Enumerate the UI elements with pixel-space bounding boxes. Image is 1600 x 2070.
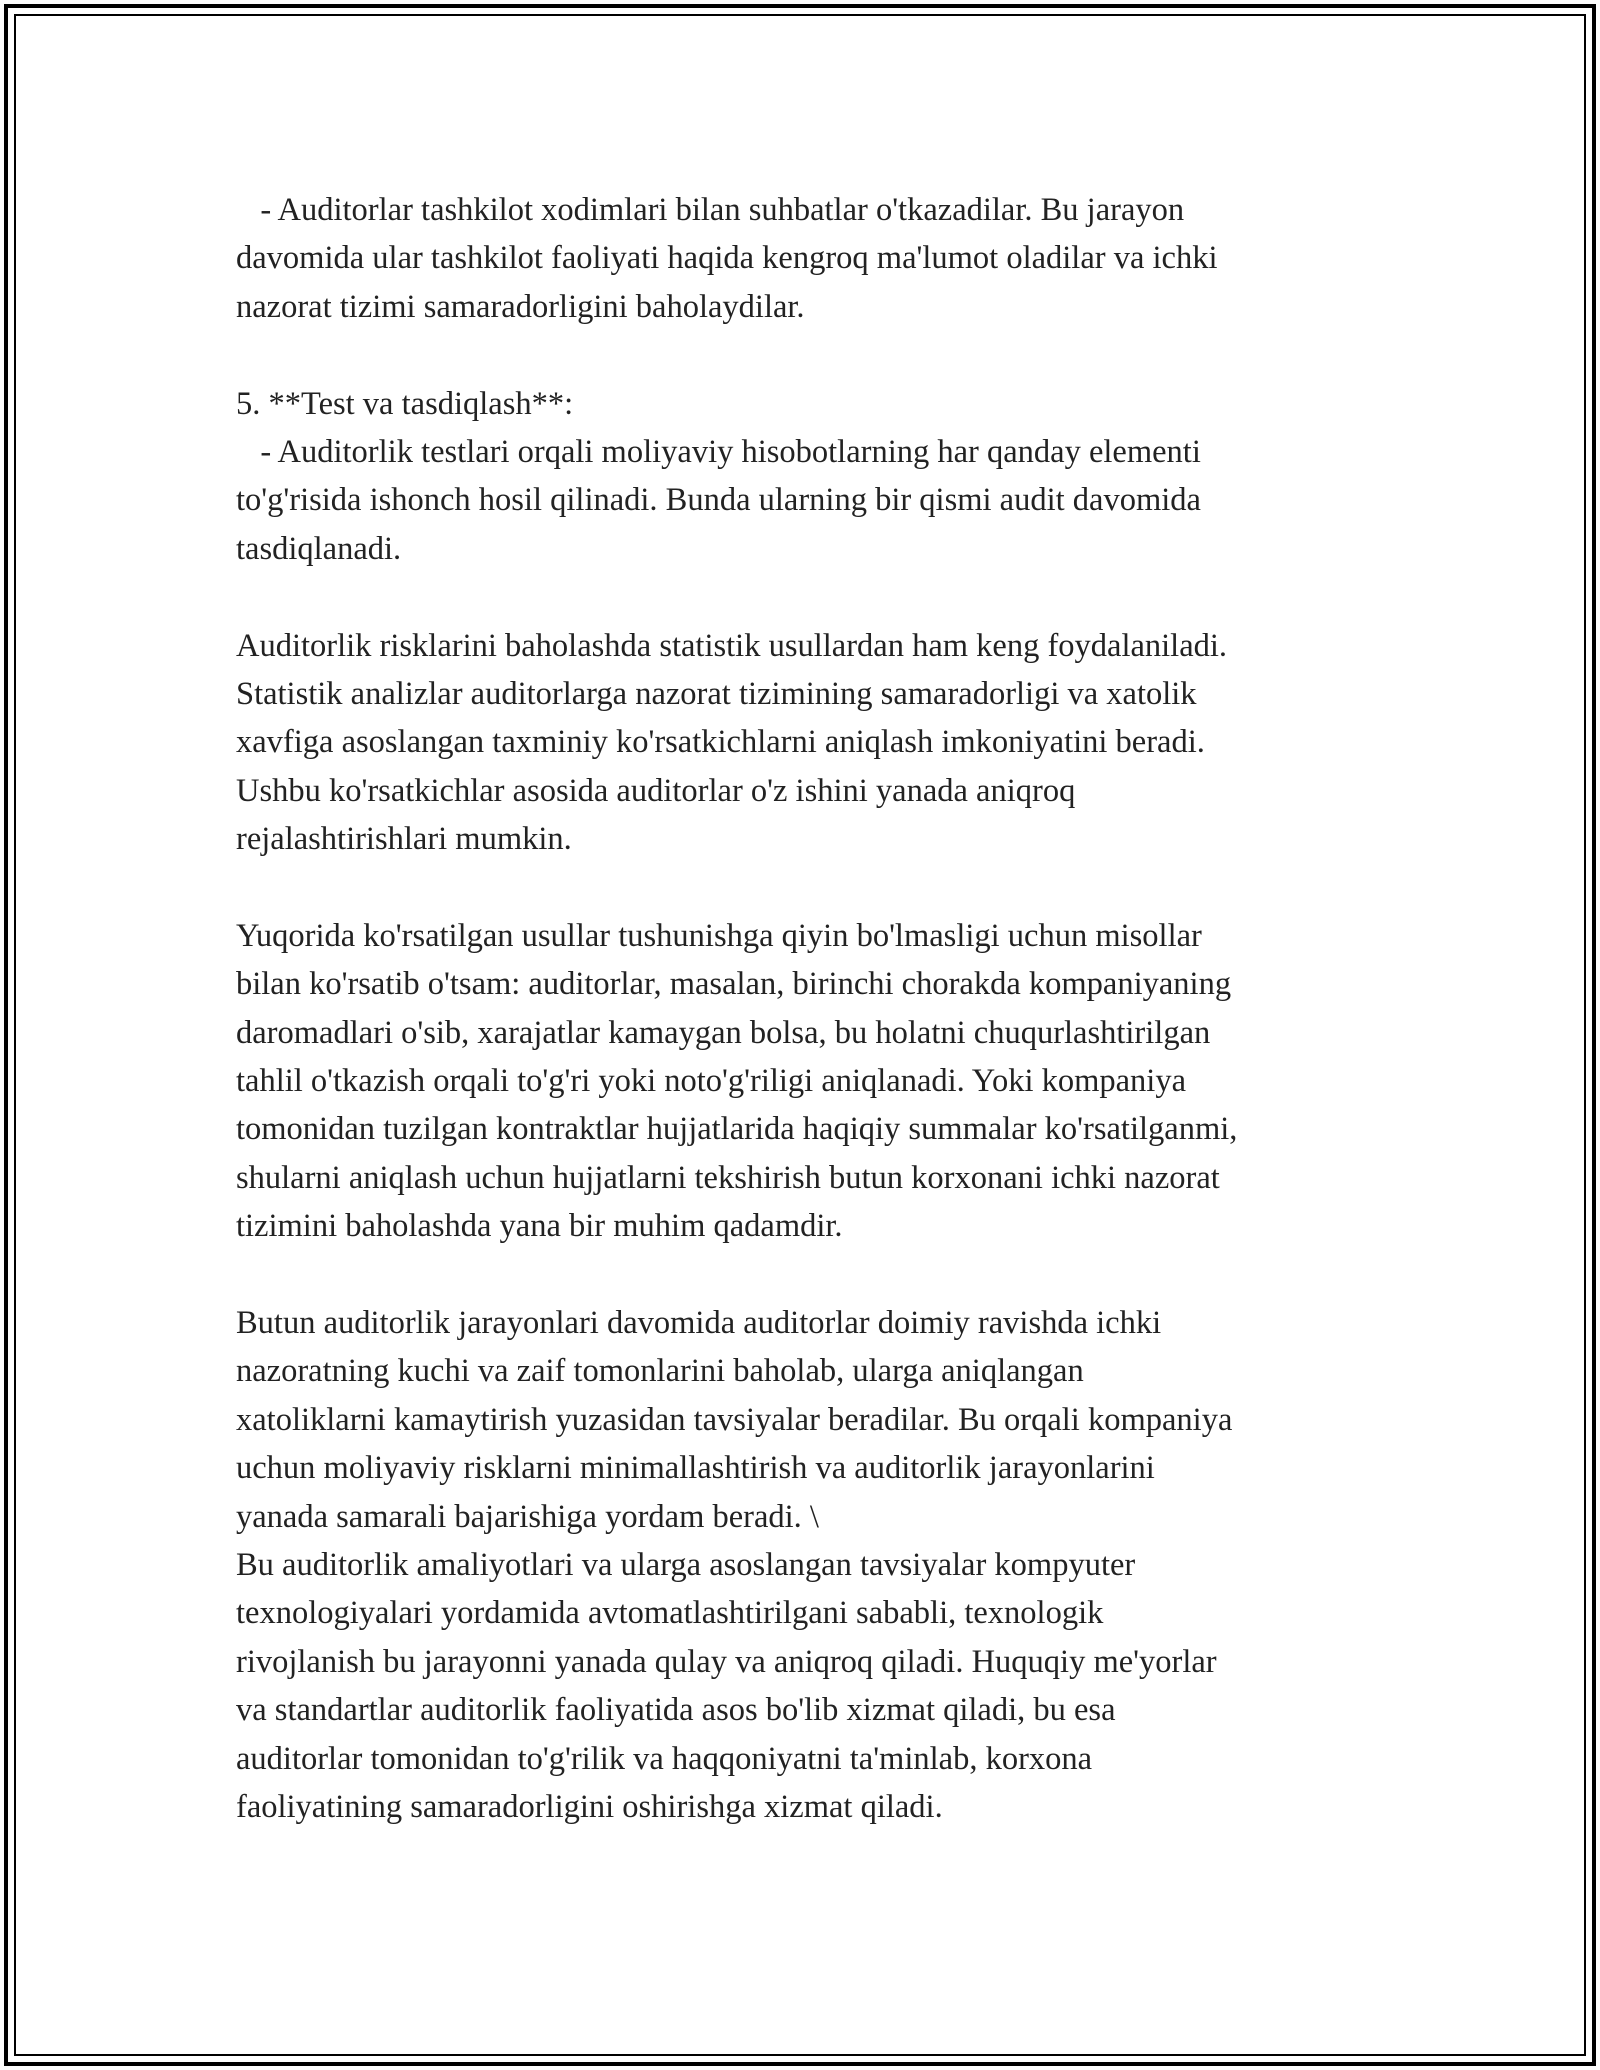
text-line: daromadlari o'sib, xarajatlar kamaygan bolsa, bu holatni chuqurlashtirilgan [236,1014,1211,1051]
text-line: auditorlar tomonidan to'g'rilik va haqqoniyatni ta'minlab, korxona [236,1740,1093,1777]
text-line: faoliyatining samaradorligini oshirishga xizmat qiladi. [236,1788,943,1825]
text-line: uchun moliyaviy risklarni minimallashtirish va auditorlik jarayonlarini [236,1450,1155,1487]
text-line: rejalashtirishlari mumkin. [236,821,572,858]
text-line: yanada samarali bajarishiga yordam beradi. \ [236,1498,819,1535]
text-line: tahlil o'tkazish orqali to'g'ri yoki noto'g'riligi aniqlanadi. Yoki kompaniya [236,1063,1187,1100]
text-line: bilan ko'rsatib o'tsam: auditorlar, masalan, birinchi chorakda kompaniyaning [236,966,1232,1003]
paragraph-gap [236,863,1396,911]
document-body [236,186,1396,1831]
text-line: xatoliklarni kamaytirish yuzasidan tavsiyalar beradilar. Bu orqali kompaniya [236,1401,1233,1438]
text-line: tasdiqlanadi. [236,530,402,567]
text-line: - Auditorlar tashkilot xodimlari bilan suhbatlar o'tkazadilar. Bu jarayon [236,192,1185,228]
paragraph-test-and-confirm [236,380,1396,574]
text-line: Bu auditorlik amaliyotlari va ularga asoslangan tavsiyalar kompyuter [236,1546,1136,1583]
paragraph-gap [236,331,1396,379]
text-line: va standartlar auditorlik faoliyatida asos bo'lib xizmat qiladi, bu esa [236,1692,1116,1729]
paragraph-gap [236,1251,1396,1299]
paragraph-statistical-methods [236,622,1396,864]
text-line: texnologiyalari yordamida avtomatlashtirilgani sababli, texnologik [236,1595,1104,1632]
paragraph-examples [236,912,1396,1251]
paragraph-interviews [236,186,1396,331]
text-line: shularni aniqlash uchun hujjatlarni tekshirish butun korxonani ichki nazorat [236,1159,1220,1196]
text-line: Auditorlik risklarini baholashda statistik usullardan ham keng foydalaniladi. [236,627,1228,664]
text-line: tomonidan tuzilgan kontraktlar hujjatlarida haqiqiy summalar ko'rsatilganmi, [236,1111,1238,1148]
text-line: Statistik analizlar auditorlarga nazorat tizimining samaradorligi va xatolik [236,675,1197,712]
text-line: - Auditorlik testlari orqali moliyaviy hisobotlarning har qanday elementi [236,433,1201,470]
text-line: tizimini baholashda yana bir muhim qadamdir. [236,1208,843,1245]
text-line: Yuqorida ko'rsatilgan usullar tushunishga qiyin bo'lmasligi uchun misollar [236,917,1202,954]
text-line: nazorat tizimi samaradorligini baholaydilar. [236,288,805,325]
text-line: 5. **Test va tasdiqlash**: [236,385,574,422]
text-line: rivojlanish bu jarayonni yanada qulay va aniqroq qiladi. Huquqiy me'yorlar [236,1643,1217,1680]
text-line: to'g'risida ishonch hosil qilinadi. Bunda ularning bir qismi audit davomida [236,482,1201,519]
text-line: Butun auditorlik jarayonlari davomida auditorlar doimiy ravishda ichki [236,1304,1162,1341]
text-line: Ushbu ko'rsatkichlar asosida auditorlar o'z ishini yanada aniqroq [236,772,1076,809]
paragraph-gap [236,573,1396,621]
text-line: davomida ular tashkilot faoliyati haqida kengroq ma'lumot oladilar va ichki [236,240,1218,277]
text-line: nazoratning kuchi va zaif tomonlarini baholab, ularga aniqlangan [236,1353,1084,1390]
paragraph-conclusion [236,1299,1396,1831]
text-line: xavfiga asoslangan taxminiy ko'rsatkichlarni aniqlash imkoniyatini beradi. [236,724,1205,761]
